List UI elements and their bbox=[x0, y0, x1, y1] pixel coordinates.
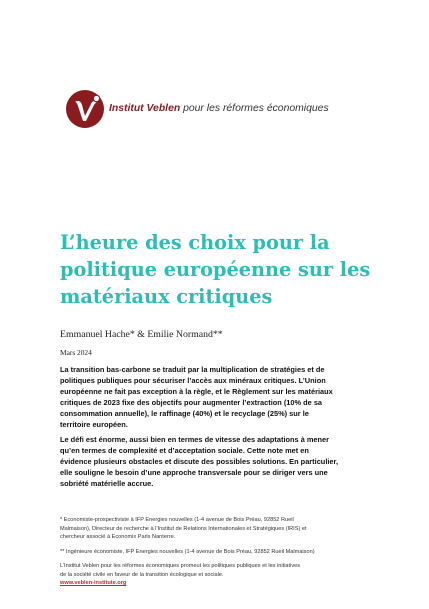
institut-veblen-logo bbox=[65, 89, 329, 129]
footnote-line: ** Ingénieure économiste, IFP Energies nouvelles (1-4 avenue de Bois Préau, 92852 Rueil Malmaison) bbox=[60, 548, 315, 555]
institute-description bbox=[60, 562, 380, 588]
brand-tagline: pour les réformes économiques bbox=[183, 102, 329, 114]
footnote-line: Malmaison), Directeur de recherche à l’Institut de Relations Internationales et Stratégiques (IRIS) et bbox=[60, 525, 307, 532]
footnotes bbox=[60, 516, 380, 594]
abstract-line: Le défi est énorme, aussi bien en termes de vitesse des adaptations à mener bbox=[60, 435, 330, 445]
abstract-paragraph bbox=[60, 435, 380, 490]
logo-text bbox=[109, 104, 329, 114]
footnote-line: * Economiste-prospectiviste à IFP Energies nouvelles (1-4 avenue de Bois Préau, 92852 Rueil bbox=[60, 517, 294, 523]
abstract-line: territoire européen. bbox=[60, 419, 128, 429]
document-title bbox=[60, 229, 390, 310]
abstract-line: La transition bas-carbone se traduit par la multiplication de stratégies et de bbox=[60, 365, 325, 374]
abstract-paragraph bbox=[60, 365, 380, 430]
abstract-line: qu’en termes de complexité et d’acceptation sociale. Cette note met en bbox=[60, 446, 309, 456]
abstract-line: consommation annuelle), le raffinage (40%) et le recyclage (25%) sur le bbox=[60, 408, 309, 418]
abstract-line: politiques publiques pour sécuriser l’accès aux minéraux critiques. L’Union bbox=[60, 375, 326, 385]
website-link[interactable]: www.veblen-institute.org bbox=[60, 580, 127, 586]
abstract-line: évidence plusieurs obstacles et discute des possibles solutions. En particulier, bbox=[60, 457, 339, 467]
abstract bbox=[60, 365, 380, 495]
abstract-line: européenne ne fait pas exception à la règle, et le Règlement sur les matériaux bbox=[60, 386, 333, 396]
footnote-author-2 bbox=[60, 548, 380, 557]
abstract-line: elle souligne le besoin d’une approche transversale pour se diriger vers une bbox=[60, 468, 328, 478]
veblen-v-logo-icon bbox=[65, 89, 105, 129]
brand-name: Institut Veblen bbox=[109, 102, 181, 114]
description-line: de la société civile en faveur de la transition écologique et sociale. bbox=[60, 571, 224, 578]
footnote-line: chercheur associé à Economix Paris Nanterre. bbox=[60, 534, 176, 540]
authors-line: Emmanuel Hache* & Emilie Normand** bbox=[60, 329, 223, 340]
publication-date: Mars 2024 bbox=[60, 348, 92, 357]
abstract-line: sobriété matérielle accrue. bbox=[60, 479, 154, 489]
footnote-author-1 bbox=[60, 516, 380, 542]
title-line: politique européenne sur les bbox=[60, 258, 371, 281]
abstract-line: critiques de 2023 fixe des objectifs pour augmenter l’extraction (10% de sa bbox=[60, 397, 323, 407]
title-line: matériaux critiques bbox=[60, 285, 273, 308]
description-line: L’Institut Veblen pour les réformes économiques promeut les politiques publiques et les initiatives bbox=[60, 563, 301, 569]
title-line: L’heure des choix pour la bbox=[60, 231, 330, 254]
